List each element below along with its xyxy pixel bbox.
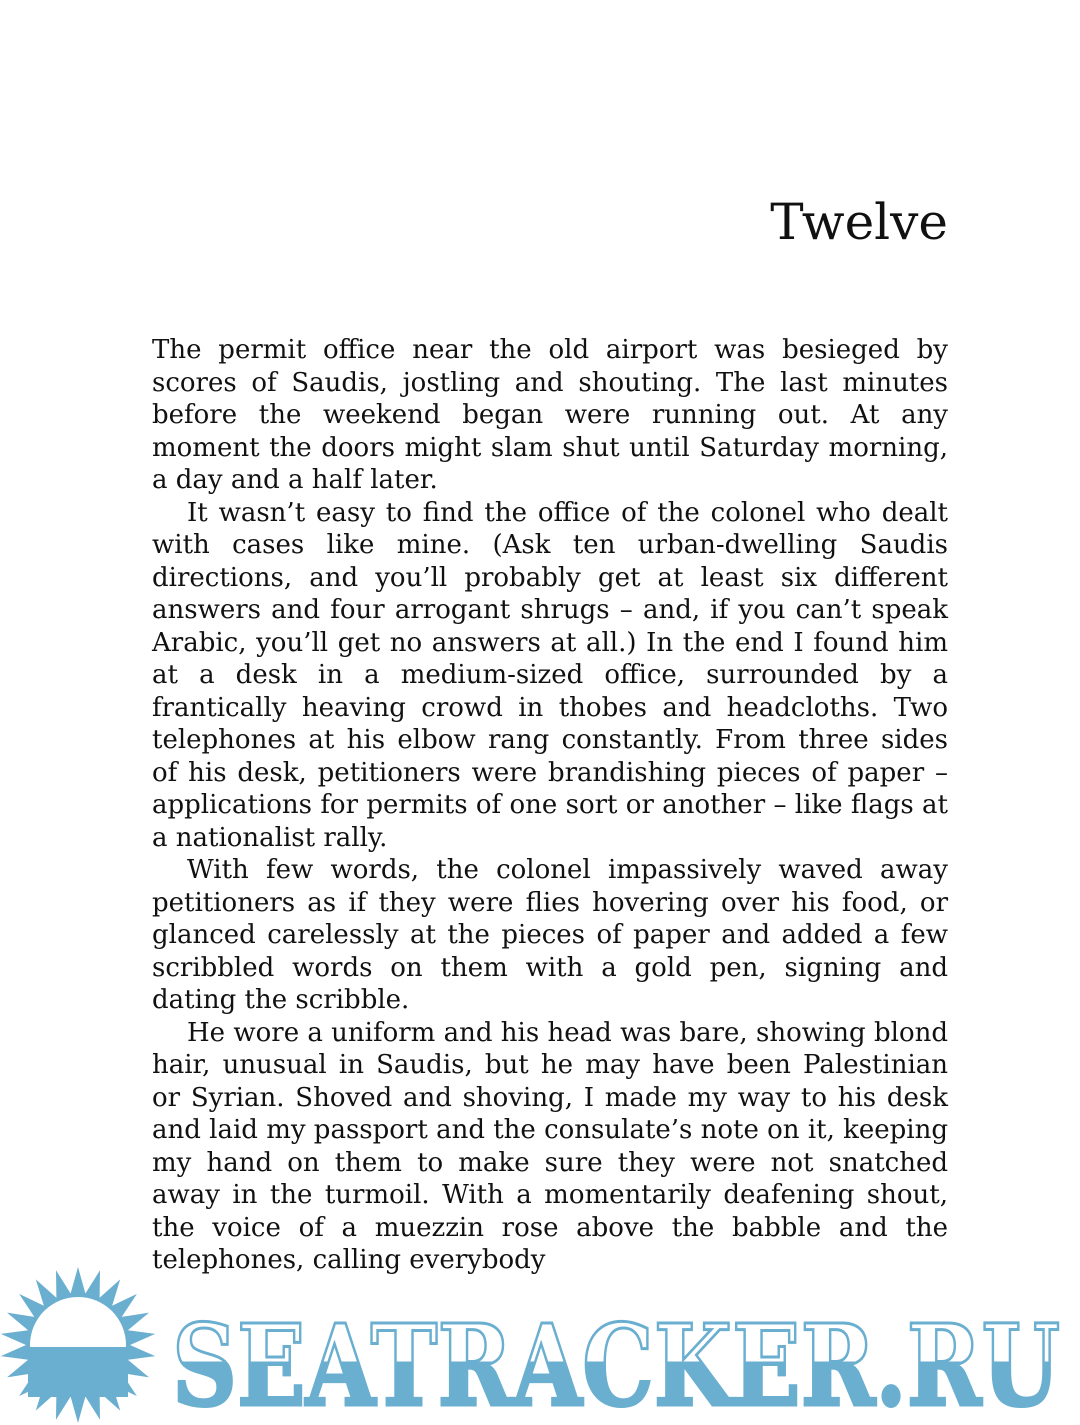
- sun-icon: [1, 1267, 155, 1423]
- body-text: [152, 334, 948, 1277]
- paragraph-4: He wore a uniform and his head was bare, showing blond hair, unusual in Saudis, but he may have been Palestinian or Syrian. Shoved and shoving, I made my way to his desk and laid my passport and the consulate’s note on it, keeping my hand on them to make sure they were not snatched away in the turmoil. With a momentarily deafening shout, the voice of a muezzin rose above the babble and the telephones, calling everybody: [152, 1017, 948, 1275]
- chapter-title: Twelve: [770, 193, 948, 251]
- paragraph-1: The permit office near the old airport was besieged by scores of Saudis, jostling and shouting. The last minutes before the weekend began were running out. At any moment the doors might slam shut until Saturday morning, a day and a half later.: [152, 335, 948, 495]
- watermark-text: SEATRACKER.RU: [172, 1301, 1060, 1425]
- paragraph-2: It wasn’t easy to find the office of the colonel who dealt with cases like mine. (Ask ten urban-dwelling Saudis directions, and you’ll probably get at least six different answers and four arrogant shrugs – and, if you can’t speak Arabic, you’ll get no answers at all.) In the end I found him at a desk in a medium-sized office, surrounded by a frantically heaving crowd in thobes and headcloths. Two telephones at his elbow rang constantly. From three sides of his desk, petitioners were brandishing pieces of paper – applications for permits of one sort or another – like flags at a nationalist rally.: [152, 497, 948, 853]
- paragraph-3: With few words, the colonel impassively waved away petitioners as if they were flies hovering over his food, or glanced carelessly at the pieces of paper and added a few scribbled words on them with a gold pen, signing and dating the scribble.: [152, 855, 948, 1015]
- watermark-logo: [0, 1265, 1080, 1425]
